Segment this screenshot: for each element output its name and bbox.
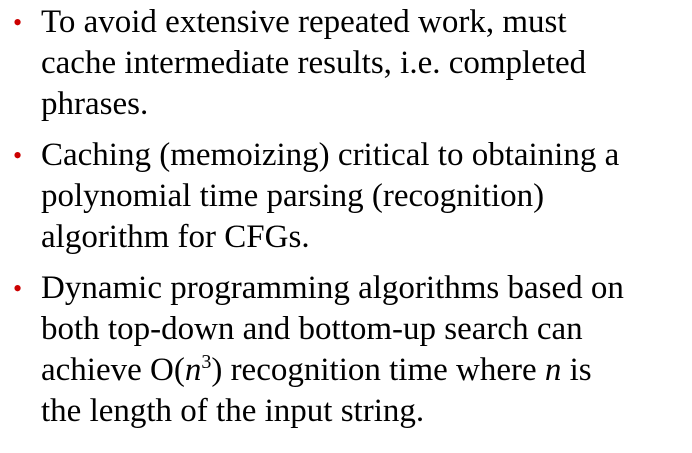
bullet-item-dynamic-programming (12, 268, 688, 432)
bullet-list (12, 2, 688, 442)
bullet-1-line-3: phrases. (41, 86, 149, 122)
complexity-variable: n (184, 352, 202, 388)
bullet-3-line-4: the length of the input string. (41, 393, 425, 429)
bullet-1-line-2: cache intermediate results, i.e. completed (41, 45, 587, 81)
complexity-suffix: is (561, 352, 592, 388)
bullet-3-line-1: Dynamic programming algorithms based on (41, 270, 624, 306)
bullet-item-memoizing (12, 135, 688, 258)
bullet-2-line-2: polynomial time parsing (recognition) (41, 178, 545, 214)
complexity-exponent: 3 (201, 351, 212, 373)
bullet-2-line-1: Caching (memoizing) critical to obtaining a (41, 137, 620, 173)
bullet-item-caching-repeated-work (12, 2, 688, 125)
length-variable: n (544, 352, 562, 388)
bullet-marker: • (13, 141, 23, 170)
bullet-marker: • (13, 274, 23, 303)
bullet-2-line-3: algorithm for CFGs. (41, 219, 310, 255)
complexity-prefix: achieve O( (41, 352, 185, 388)
bullet-marker: • (13, 8, 23, 37)
complexity-middle: ) recognition time where (211, 352, 545, 388)
bullet-3-line-2: both top-down and bottom-up search can (41, 311, 583, 347)
bullet-1-line-1: To avoid extensive repeated work, must (41, 4, 567, 40)
bullet-3-line-3 (41, 350, 688, 391)
